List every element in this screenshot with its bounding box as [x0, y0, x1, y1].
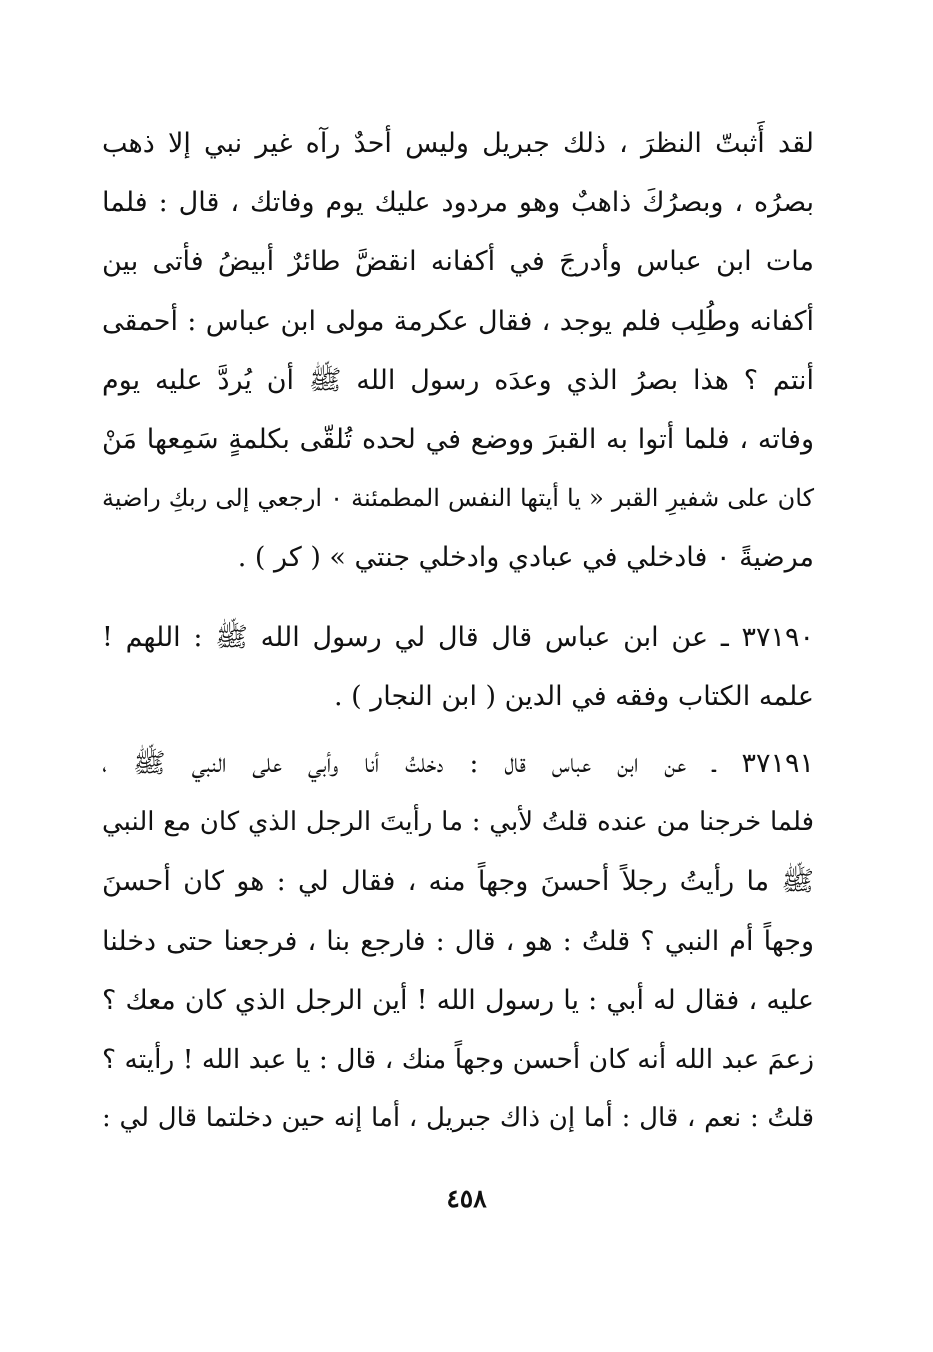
text-line: فلما خرجنا من عنده قلتُ لأبي : ما رأيتَ الرجل الذي كان مع النبي — [102, 807, 814, 838]
text-line: كان على شفيرِ القبر « يا أيتها النفس المطمئنة ٠ ارجعي إلى ربكِ راضية — [102, 484, 814, 513]
text-line: زعمَ عبد الله أنه كان أحسن وجهاً منك ، قال : يا عبد الله ! رأيته ؟ — [102, 1043, 814, 1075]
hadith-37190 — [102, 608, 814, 726]
text-line: وجهاً أم النبي ؟ قلتُ : هو ، قال : فارجع بنا ، فرجعنا حتى دخلنا — [102, 925, 814, 957]
hadith-37191 — [102, 734, 814, 1148]
text-line: أنتم ؟ هذا بصرُ الذي وعدَه رسول الله ﷺ أن يُردَّ عليه يوم — [102, 364, 814, 396]
paragraph-continuation — [102, 114, 814, 588]
page-number: ٤٥٨ — [446, 1184, 487, 1213]
text-line: أكفانه وطُلِب فلم يوجد ، فقال عكرمة مولى ابن عباس : أحمقى — [102, 305, 814, 337]
text-line: وفاته ، فلما أتوا به القبرَ ووضع في لحده تُلقّى بكلمةٍ سَمِعها مَنْ — [102, 423, 814, 455]
text-line: بصرُه ، وبصرُكَ ذاهبٌ وهو مردود عليك يوم وفاتك ، قال : فلما — [102, 187, 814, 219]
text-line: ٣٧١٩١ ـ عن ابن عباس قال : دخلتُ أنا وأبي على النبي ﷺ ، — [102, 748, 814, 779]
text-line: عليه ، فقال له أبي : يا رسول الله ! أين الرجل الذي كان معك ؟ — [102, 984, 814, 1016]
text-line: قلتُ : نعم ، قال : أما إن ذاك جبريل ، أما إنه حين دخلتما قال لي : — [102, 1103, 814, 1134]
text-line: ٣٧١٩٠ ـ عن ابن عباس قال قال لي رسول الله ﷺ : اللهم ! — [102, 622, 814, 653]
text-line: علمه الكتاب وفقه في الدين ( ابن النجار ) . — [333, 681, 814, 713]
text-line: مات ابن عباس وأدرجَ في أكفانه انقضَّ طائرٌ أبيضُ فأتى بين — [102, 246, 814, 278]
text-line: ﷺ ما رأيتُ رجلاً أحسنَ وجهاً منه ، فقال لي : هو كان أحسنَ — [102, 866, 814, 898]
text-line: مرضيةً ٠ فادخلي في عبادي وادخلي جنتي » ( كر ) . — [237, 542, 814, 574]
text-line: لقد أَثبتّ النظرَ ، ذلك جبريل وليس أحدٌ رآه غير نبي إلا ذهب — [102, 128, 814, 159]
